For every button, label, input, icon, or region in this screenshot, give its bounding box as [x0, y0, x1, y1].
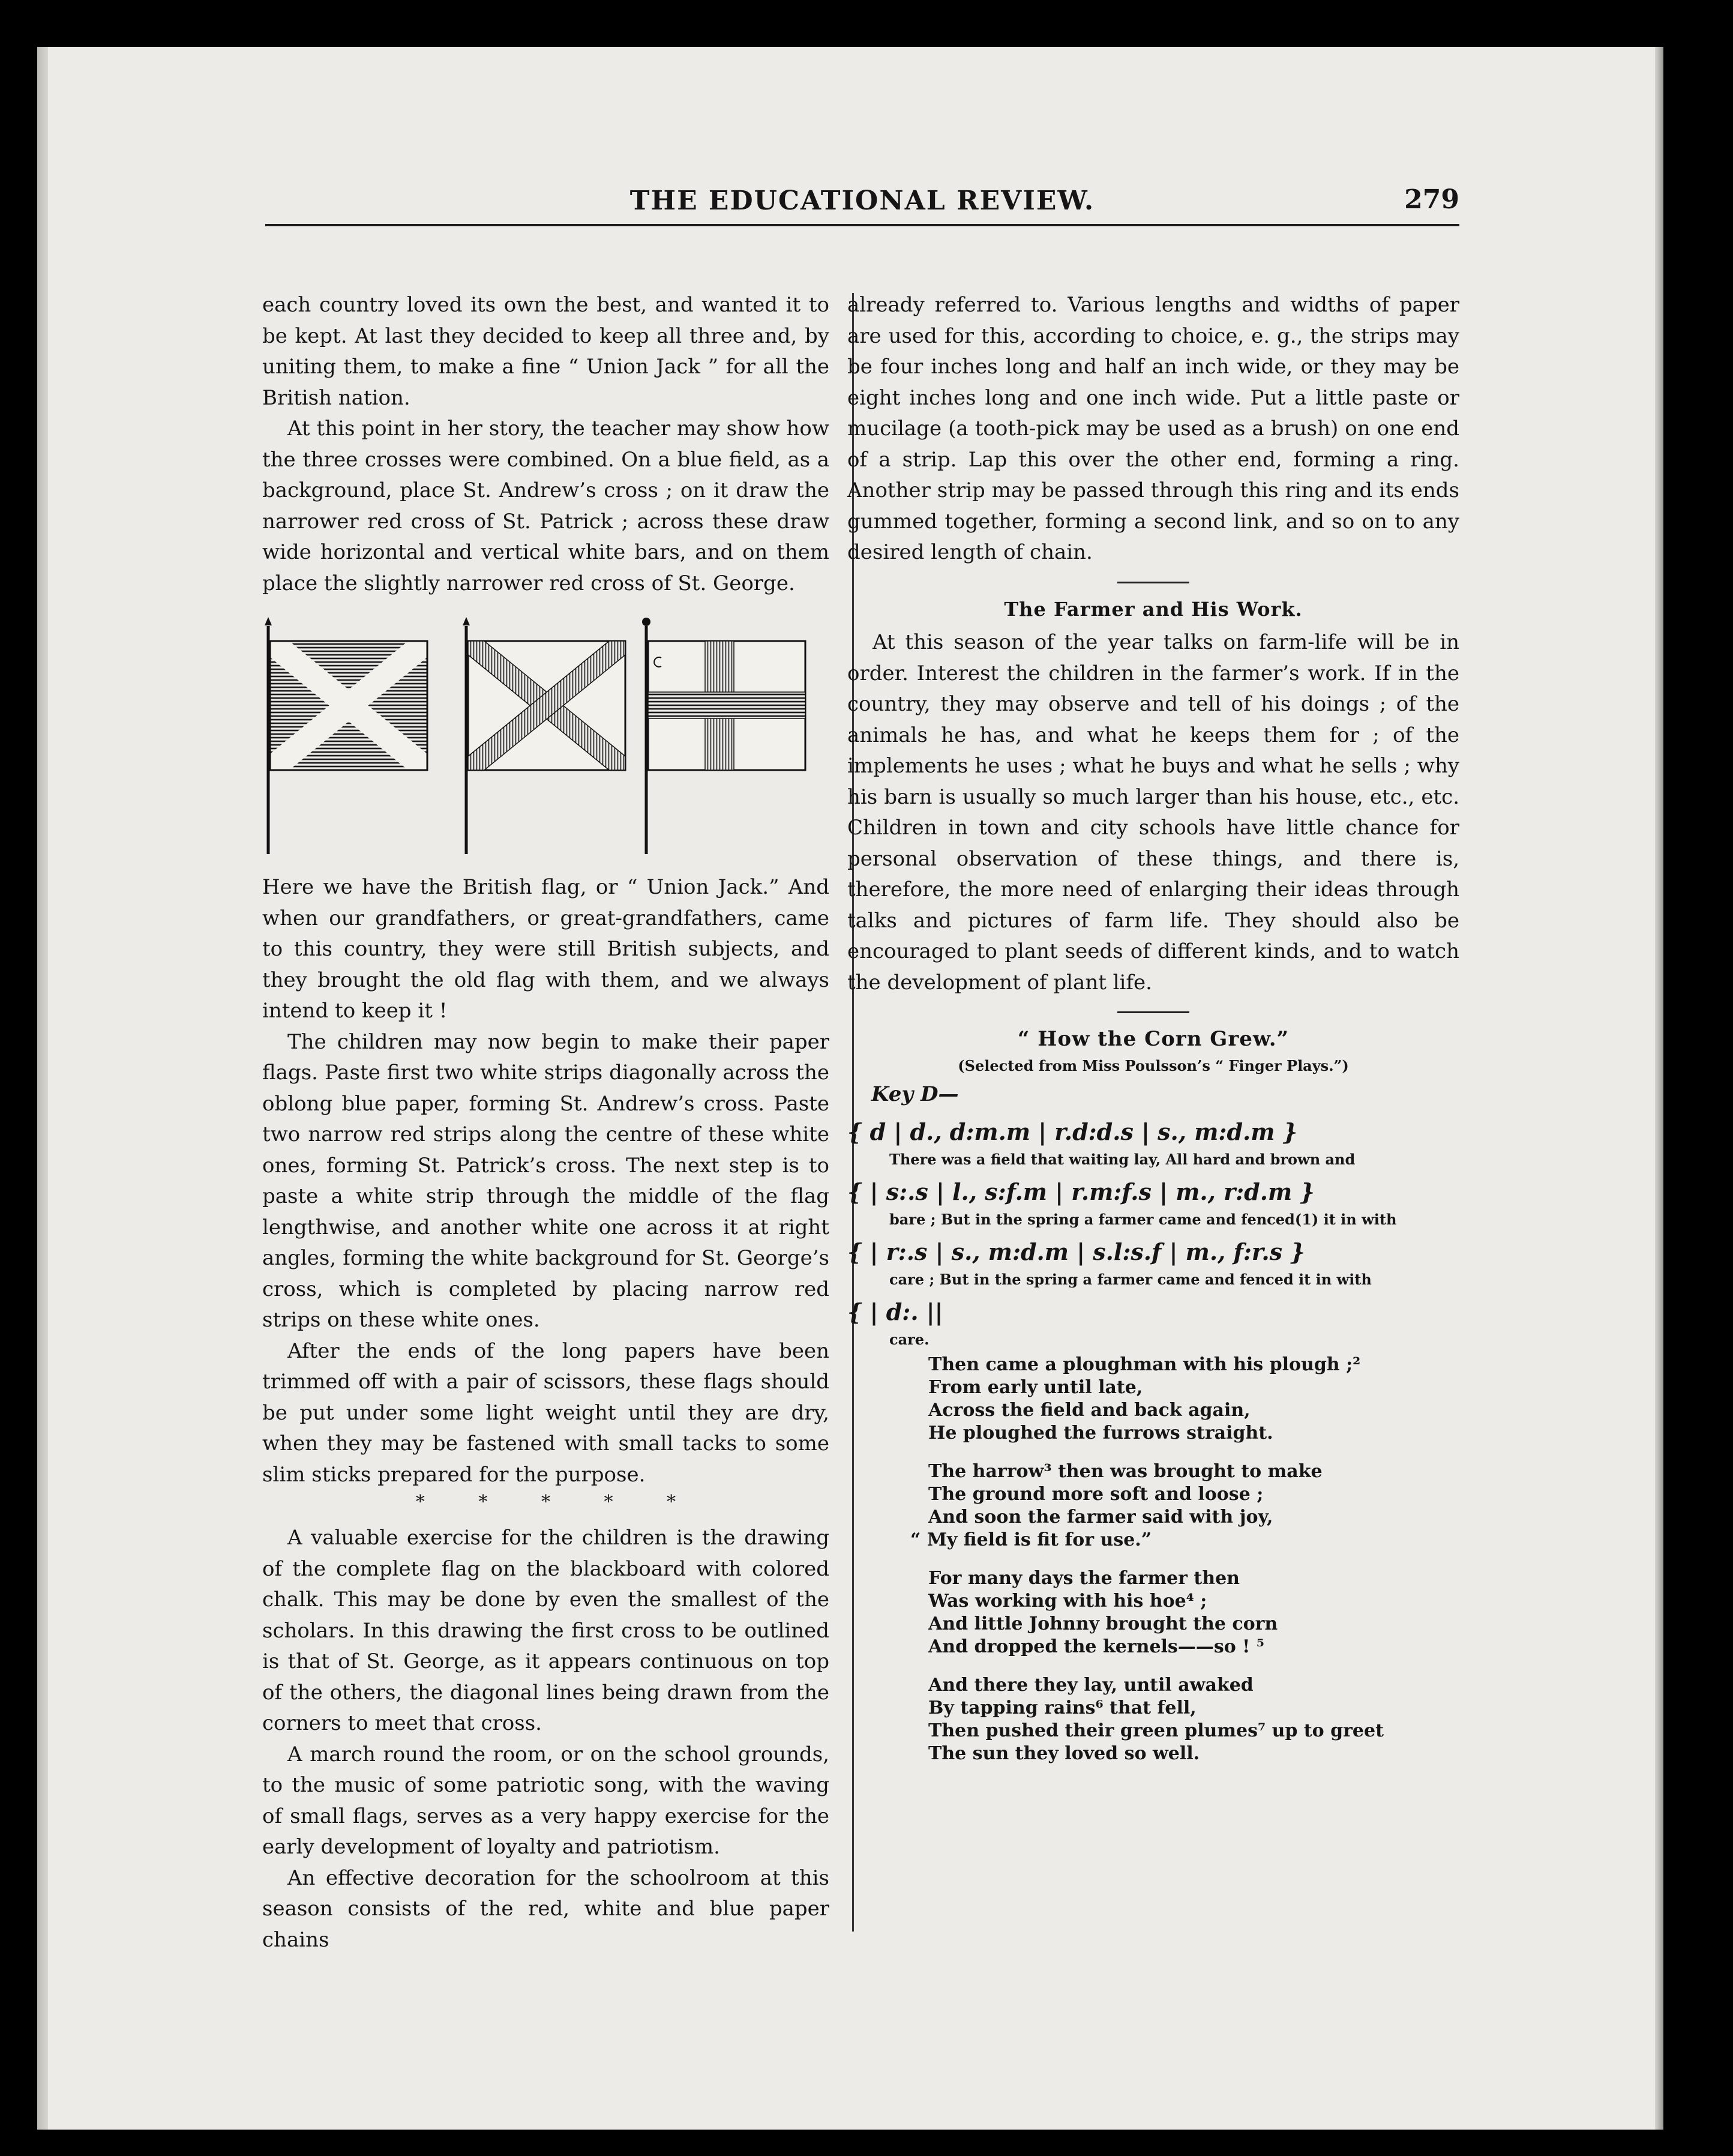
- music-staff-1: [847, 1113, 1459, 1169]
- poem-verse-1: [928, 1354, 1459, 1445]
- music-lyric: bare ; But in the spring a farmer came and fenced(1) it in with: [889, 1211, 1397, 1228]
- poem-verse-2: [910, 1460, 1459, 1552]
- poem-line: Across the field and back again,: [928, 1400, 1251, 1421]
- poem-line: And little Johnny brought the corn: [928, 1613, 1278, 1634]
- music-notes: { | d:. ||: [847, 1298, 943, 1325]
- st-patrick-flag: [463, 617, 625, 854]
- poem-line: The ground more soft and loose ;: [928, 1484, 1264, 1505]
- poem-line: The sun they loved so well.: [928, 1743, 1200, 1764]
- right-paragraph-2: At this season of the year talks on farm-life will be in order. Interest the children in the farmer’s work. If in the country, they may observe and tell of his doings ; of the animals he has, and what he keeps them for ; of the implements he uses ; what he buys and what he sells ; why his barn is usually so much larger than his house, etc., etc. Children in town and city schools have little chance for personal observation of these things, and there is, therefore, the more need of enlarging their ideas through talks and pictures of farm life. They should also be encouraged to plant seeds of different kinds, and to watch the development of plant life.: [847, 630, 1459, 995]
- header-rule: [265, 224, 1459, 226]
- page-left-edge: [37, 47, 48, 2130]
- section-heading: The Farmer and His Work.: [1004, 597, 1303, 621]
- left-paragraph-7: A march round the room, or on the school grounds, to the music of some patriotic song, with the waving of small flags, serves as a very happy exercise for the early development of loyalty and patriotism.: [262, 1742, 829, 1859]
- st-andrew-flag: [265, 617, 427, 854]
- music-notes: { | s:.s | l., s:f.m | r.m:f.s | m., r:d.m }: [847, 1178, 1315, 1205]
- left-paragraph-2: At this point in her story, the teacher may show how the three crosses were combined. On a blue field, as a background, place St. Andrew’s cross ; on it draw the narrower red cross of St. Patrick ; across these draw wide horizontal and vertical white bars, and on them place the slightly narrower red cross of St. George.: [262, 417, 829, 595]
- poem-line: From early until late,: [928, 1377, 1143, 1398]
- left-paragraph-6: A valuable exercise for the children is the drawing of the complete flag on the blackboard with colored chalk. This may be done by even the smallest of the scholars. In this drawing the first cross to be outlined is that of St. George, as it appears continuous on top of the others, the diagonal lines being drawn from the corners to meet that cross.: [262, 1526, 829, 1735]
- left-paragraph-1: each country loved its own the best, and wanted it to be kept. At last they decided to keep all three and, by uniting them, to make a fine “ Union Jack ” for all the British nation.: [262, 293, 829, 410]
- poem-line: “ My field is fit for use.”: [910, 1529, 1152, 1550]
- poem-line: By tapping rains⁶ that fell,: [928, 1697, 1197, 1718]
- poem-line: Then pushed their green plumes⁷ up to greet: [928, 1720, 1384, 1741]
- music-staff-3: [847, 1233, 1459, 1289]
- song-title: “ How the Corn Grew.”: [1017, 1027, 1290, 1051]
- left-paragraph-3: Here we have the British flag, or “ Union Jack.” And when our grandfathers, or great-grandfathers, came to this country, they were still British subjects, and they brought the old flag with them, and we always intend to keep it !: [262, 875, 829, 1023]
- page-header: [265, 182, 1459, 218]
- music-lyric: care.: [889, 1331, 930, 1348]
- running-title: THE EDUCATIONAL REVIEW.: [629, 185, 1095, 216]
- music-lyric: There was a field that waiting lay, All hard and brown and: [889, 1151, 1356, 1168]
- poem-line: For many days the farmer then: [928, 1568, 1240, 1589]
- st-george-flag: [642, 618, 805, 854]
- left-column: [262, 290, 829, 1956]
- poem-line: He ploughed the furrows straight.: [928, 1423, 1273, 1444]
- song-source: (Selected from Miss Poulsson’s “ Finger Plays.”): [958, 1056, 1349, 1074]
- poem-line: And there they lay, until awaked: [928, 1675, 1254, 1696]
- poem-verse-3: [928, 1567, 1459, 1658]
- section-asterisks: * * * * *: [415, 1492, 676, 1513]
- song-rule: [1117, 1011, 1189, 1013]
- left-paragraph-4: The children may now begin to make their paper flags. Paste first two white strips diagonally across the oblong blue paper, forming St. Andrew’s cross. Paste two narrow red strips along the centre of these white ones, forming St. Patrick’s cross. The next step is to paste a white strip through the middle of the flag lengthwise, and another white one across it at right angles, forming the white background for St. George’s cross, which is completed by placing narrow red strips on these white ones.: [262, 1029, 829, 1332]
- poem-verse-4: [928, 1674, 1459, 1765]
- music-notes: { d | d., d:m.m | r.d:d.s | s., m:d.m }: [847, 1118, 1298, 1145]
- music-lyric: care ; But in the spring a farmer came and fenced it in with: [889, 1271, 1372, 1288]
- poem-line: And soon the farmer said with joy,: [928, 1507, 1273, 1528]
- scanned-page: [37, 47, 1663, 2130]
- right-paragraph-1: already referred to. Various lengths and widths of paper are used for this, according to choice, e. g., the strips may be four inches long and half an inch wide, or they may be eight inches long and one inch wide. Put a little paste or mucilage (a tooth-pick may be used as a brush) on one end of a strip. Lap this over the other end, forming a ring. Another strip may be passed through this ring and its ends gummed together, forming a second link, and so on to any desired length of chain.: [847, 293, 1459, 564]
- page-number: 279: [1404, 184, 1459, 215]
- poem-line: And dropped the kernels——so ! ⁵: [928, 1636, 1264, 1657]
- music-staff-4: [847, 1293, 1459, 1349]
- music-notes: { | r:.s | s., m:d.m | s.l:s.f | m., f:r.s }: [847, 1238, 1305, 1265]
- right-column: [847, 290, 1459, 1765]
- music-staff-2: [847, 1173, 1459, 1229]
- poem-line: Then came a ploughman with his plough ;²: [928, 1354, 1361, 1375]
- flags-illustration: [262, 617, 829, 857]
- page-right-edge: [1655, 47, 1663, 2130]
- poem-line: Was working with his hoe⁴ ;: [928, 1591, 1207, 1612]
- left-paragraph-5: After the ends of the long papers have been trimmed off with a pair of scissors, these flags should be put under some light weight until they are dry, when they may be fastened with small tacks to some slim sticks prepared for the purpose.: [262, 1338, 829, 1487]
- poem-line: The harrow³ then was brought to make: [928, 1461, 1323, 1482]
- left-paragraph-8: An effective decoration for the schoolroom at this season consists of the red, white and blue paper chains: [262, 1865, 829, 1952]
- music-key: Key D—: [871, 1082, 959, 1106]
- section-rule: [1117, 582, 1189, 583]
